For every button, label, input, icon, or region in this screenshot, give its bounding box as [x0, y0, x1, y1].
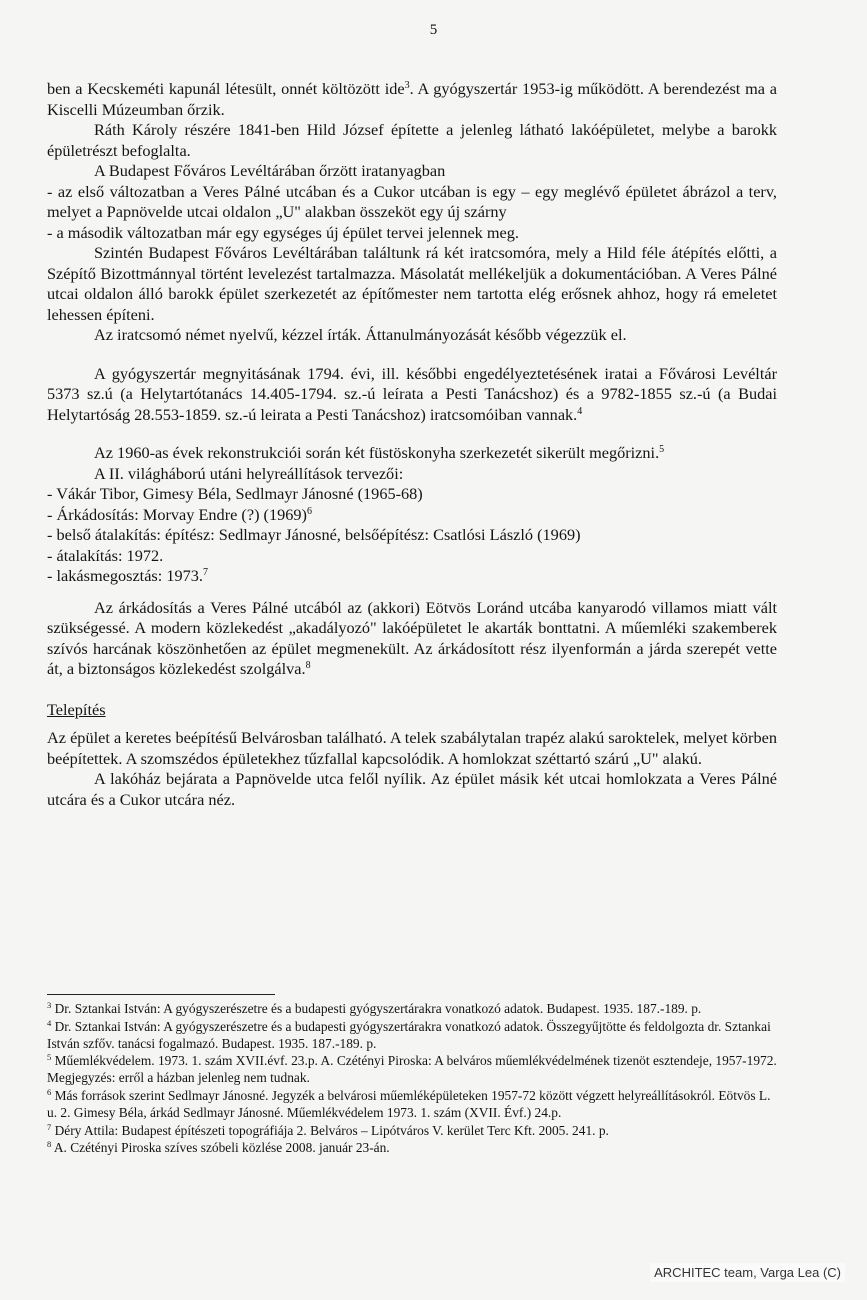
- footnote-5: [47, 1053, 777, 1087]
- footnote-ref-7: 7: [203, 567, 208, 578]
- footnote-4: [47, 1019, 777, 1053]
- designer-list-item-1: - Vákár Tibor, Gimesy Béla, Sedlmayr Jánosné (1965-68): [47, 484, 423, 503]
- variant-list-item-1: - az első változatban a Veres Pálné utcában és a Cukor utcában is egy – egy meglévő épületet ábrázol a terv, melyet a Papnövelde utcai oldalon „U" alakban összeköt egy új szárny: [47, 181, 777, 221]
- footnote-separator: [47, 994, 275, 995]
- footnote-number: 4: [47, 1017, 52, 1028]
- designer-list-item-2-text: - Árkádosítás: Morvay Endre (?) (1969): [47, 504, 307, 524]
- paragraph-8: [47, 364, 777, 426]
- paragraph-11-text: Az árkádosítás a Veres Pálné utcából az (akkori) Eötvös Loránd utcába kanyarodó villamos miatt vált szükségessé. A modern közlekedést „akadályozó" lakóépületet le akarták bonttatni. A műemléki szakemberek szívós harcának köszönhetően az épület megmenekült. Az árkádosított rész ilyenformán a járda szerepét vette át, a biztonságos közlekedést szolgálva.: [47, 597, 777, 678]
- footnote-3: [47, 1001, 777, 1018]
- footnote-number: 8: [47, 1139, 52, 1150]
- footnote-text: Déry Attila: Budapest építészeti topográfiája 2. Belváros – Lipótváros V. kerület Terc Kft. 2005. 241. p.: [54, 1122, 609, 1138]
- paragraph-9: [47, 443, 777, 464]
- footnote-number: 3: [47, 1000, 52, 1010]
- footnote-number: 5: [47, 1052, 52, 1063]
- footnote-ref-6: 6: [306, 505, 312, 517]
- paragraph-9-text: Az 1960-as évek rekonstrukciói során két füstöskonyha szerkezetét sikerült megőrizni.: [94, 443, 660, 462]
- footnote-number: 6: [47, 1086, 52, 1097]
- designer-list-item-3: - belső átalakítás: építész: Sedlmayr Jánosné, belsőépítész: Csatlósi László (1969): [47, 525, 581, 544]
- designer-list-item-4: - átalakítás: 1972.: [47, 545, 164, 565]
- paragraph-10: A II. világháború utáni helyreállítások tervezői:: [94, 463, 404, 483]
- paragraph-3: A Budapest Főváros Levéltárában őrzött iratanyagban: [94, 161, 446, 180]
- paragraph-12: Az épület a keretes beépítésű Belvárosban található. A telek szabálytalan trapéz alakú saroktelek, melyet körben beépítettek. A szomszédos épületekhez tűzfallal kapcsolódik. A homlokzat széttartó szárú „U" alakú.: [47, 728, 777, 768]
- footnote-text: Más források szerint Sedlmayr Jánosné. Jegyzék a belvárosi műemléképületeken 1957-72 között végzett helyreállításokról. Eötvös L. u. 2. Gimesy Béla, árkád Sedlmayr Jánosné. Műemlékvédelem 1973. 1. szám (XVII. Évf.) 24.p.: [47, 1087, 771, 1120]
- footnotes: [47, 1001, 777, 1158]
- variant-list-item-2: - a második változatban már egy egységes új épület tervei jelennek meg.: [47, 222, 519, 242]
- designer-list-item-2: [47, 505, 777, 526]
- paragraph-6: Szintén Budapest Főváros Levéltárában találtunk rá két iratcsomóra, mely a Hild féle átépítés előtti, a Szépítő Bizottmánnyal történt levelezést tartalmazza. Másolatát mellékeljük a dokumentációban. A Veres Pálné utcai oldalon álló barokk épület szerkezetét az építőmester nem tartotta elég erősnek ahhoz, hogy rá emeletet lehessen építeni.: [47, 243, 777, 324]
- footnote-text: Dr. Sztankai István: A gyógyszerészetre és a budapesti gyógyszertárakra vonatkozó adatok. Összegyűjtötte és feldolgozta dr. Sztankai István szfőv. tanácsi fogalmazó. Budapest. 1935. 187.-189. p.: [47, 1018, 771, 1051]
- footnote-text: Műemlékvédelem. 1973. 1. szám XVII.évf. 23.p. A. Czétényi Piroska: A belváros műemlékvédelmének tizenöt esztendeje, 1957-1972. Megjegyzés: erről a házban jelenleg nem tudnak.: [47, 1053, 777, 1086]
- footnote-ref-5: 5: [659, 444, 665, 455]
- photo-credit: ARCHITEC team, Varga Lea (C): [650, 1263, 845, 1282]
- footnote-ref-8: 8: [305, 660, 311, 671]
- footnote-8: [47, 1140, 777, 1157]
- section-heading-telepites: Telepítés: [47, 699, 106, 719]
- footnote-number: 7: [47, 1121, 52, 1132]
- footnote-7: [47, 1123, 777, 1140]
- designer-list-item-5-text: - lakásmegosztás: 1973.: [47, 566, 203, 585]
- footnote-text: A. Czétényi Piroska szíves szóbeli közlése 2008. január 23-án.: [53, 1140, 390, 1156]
- body-text-top: [47, 79, 777, 810]
- footnote-ref-3: 3: [404, 80, 410, 91]
- paragraph-1-text: ben a Kecskeméti kapunál létesült, onnét költözött ide: [47, 79, 405, 98]
- footnote-6: [47, 1088, 777, 1122]
- page-number: 5: [429, 22, 438, 38]
- paragraph-11: [47, 598, 777, 680]
- paragraph-2: Ráth Károly részére 1841-ben Hild József építette a jelenleg látható lakóépületet, melybe a barokk épületrészt befoglalta.: [47, 120, 777, 160]
- footnote-ref-4: 4: [577, 405, 583, 417]
- paragraph-1-rest: . A gyógyszertár 1953-ig működött. A berendezést ma a Kiscelli Múzeumban őrzik.: [47, 79, 777, 119]
- paragraph-1: [47, 79, 777, 120]
- paragraph-13: A lakóház bejárata a Papnövelde utca felől nyílik. Az épület másik két utcai homlokzata a Veres Pálné utcára és a Cukor utcára néz.: [47, 769, 777, 809]
- paragraph-7: Az iratcsomó német nyelvű, kézzel írták. Áttanulmányozását később végezzük el.: [94, 325, 627, 344]
- designer-list-item-5: [47, 566, 777, 587]
- footnote-text: Dr. Sztankai István: A gyógyszerészetre és a budapesti gyógyszertárakra vonatkozó adatok. Budapest. 1935. 187.-189. p.: [54, 1001, 702, 1016]
- paragraph-8-text: A gyógyszertár megnyitásának 1794. évi, ill. későbbi engedélyeztetésének iratai a Fővárosi Levéltár 5373 sz.ú (a Helytartótanács 14.405-1794. sz.-ú leírata a Pesti Tanácshoz) és a 9782-1855 sz.-ú (a Budai Helytartóság 28.553-1859. sz.-ú leirata a Pesti Tanácshoz) iratcsomóiban vannak.: [47, 363, 777, 424]
